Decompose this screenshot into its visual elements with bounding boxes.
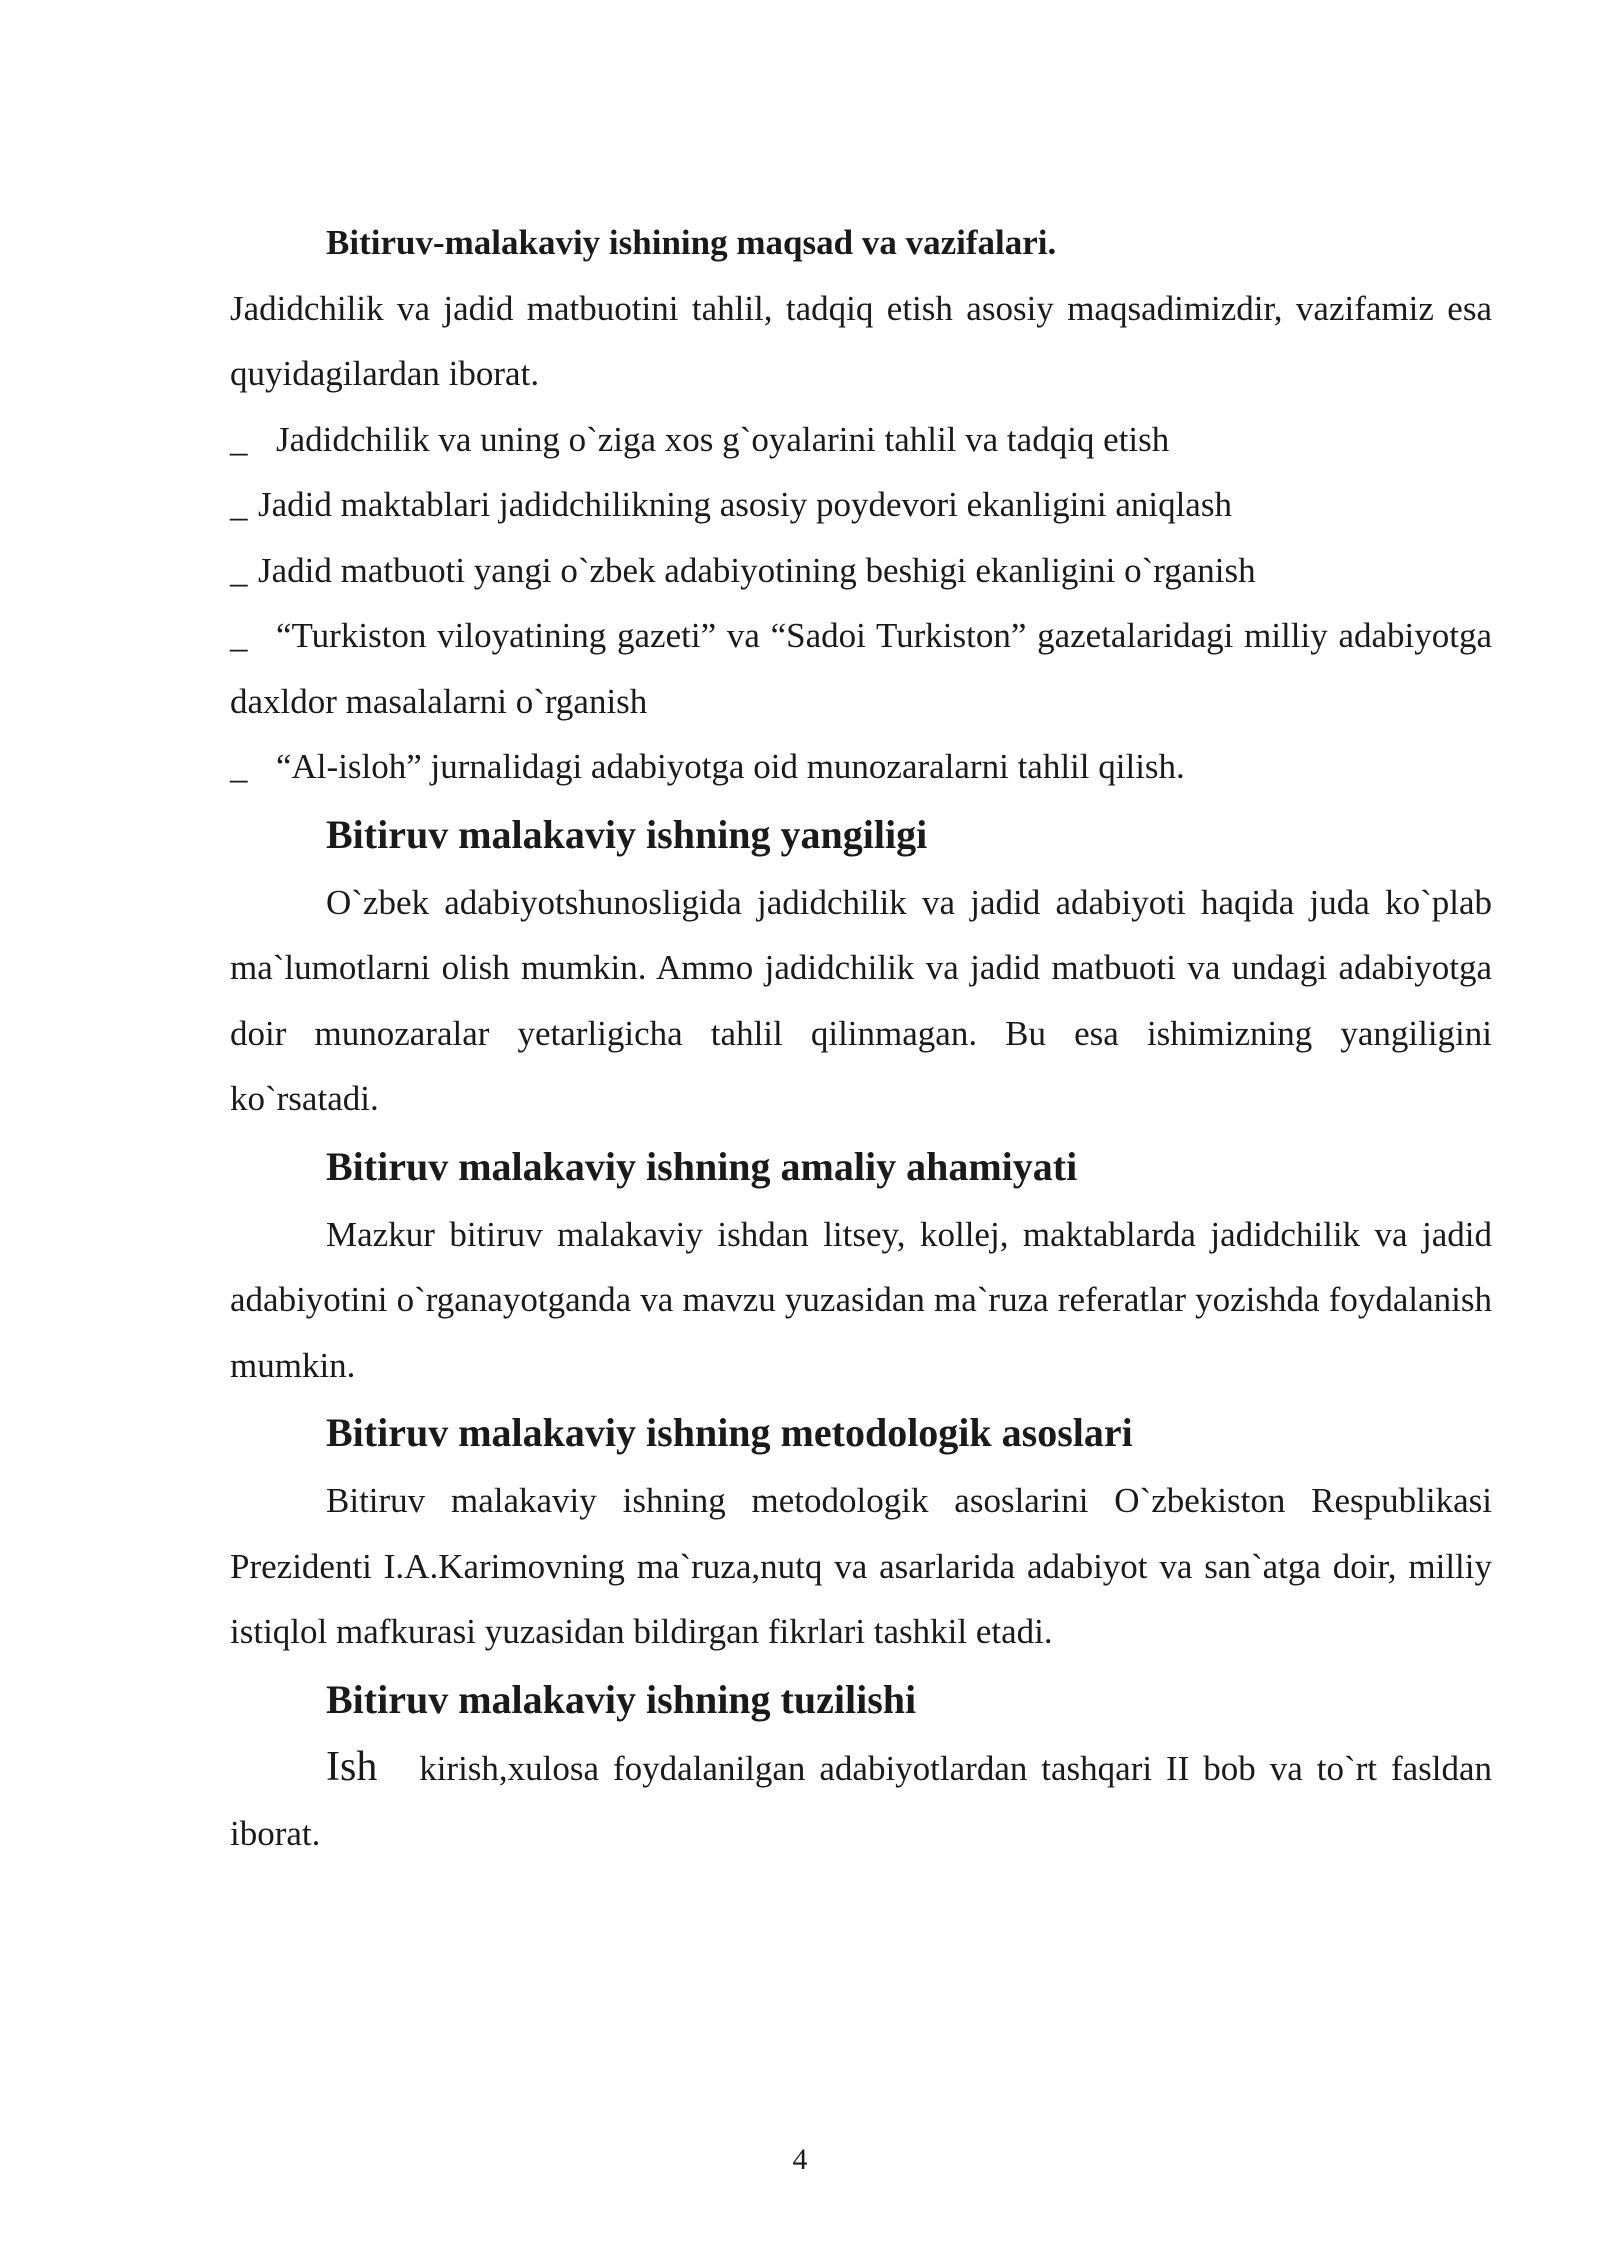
list-marker: _ xyxy=(230,747,248,786)
list-marker: _ xyxy=(230,485,248,524)
tuzilishi-first-word: Ish xyxy=(326,1743,378,1790)
list-item xyxy=(230,407,1492,473)
list-item xyxy=(230,472,1492,538)
list-item xyxy=(230,734,1492,800)
amaliy-ahamiyati-paragraph: Mazkur bitiruv malakaviy ishdan litsey, kollej, maktablarda jadidchilik va jadid adabiyotini o`rganayotganda va mavzu yuzasidan ma`ruza referatlar yozishda foydalanish mumkin. xyxy=(230,1214,1492,1385)
list-item-text: Jadid maktablari jadidchilikning asosiy poydevori ekanligini aniqlash xyxy=(258,485,1232,524)
yangiligi-paragraph: O`zbek adabiyotshunosligida jadidchilik va jadid adabiyoti haqida juda ko`plab ma`lumotlarni olish mumkin. Ammo jadidchilik va jadid matbuoti va undagi adabiyotga doir munozaralar yetarligicha tahlil qilinmagan. Bu esa ishimizning yangiligini ko`rsatadi. xyxy=(230,882,1492,1118)
list-marker: _ xyxy=(230,550,248,590)
heading-yangiligi: Bitiruv malakaviy ishning yangiligi xyxy=(326,811,928,857)
list-marker: _ xyxy=(230,616,248,655)
list-item-text: “Al-isloh” jurnalidagi adabiyotga oid munozaralarni tahlil qilish. xyxy=(276,747,1185,786)
list-item-text: Jadidchilik va uning o`ziga xos g`oyalarini tahlil va tadqiq etish xyxy=(276,419,1170,459)
heading-amaliy-ahamiyati: Bitiruv malakaviy ishning amaliy ahamiyati xyxy=(326,1143,1078,1189)
intro-paragraph: Jadidchilik va jadid matbuotini tahlil, tadqiq etish asosiy maqsadimizdir, vazifamiz esa quyidagilardan iborat. xyxy=(230,288,1492,393)
list-marker: _ xyxy=(230,419,248,459)
tuzilishi-paragraph xyxy=(230,1735,1492,1867)
list-item xyxy=(230,603,1492,734)
tuzilishi-text: kirish,xulosa foydalanilgan adabiyotlardan tashqari II bob va to`rt fasldan iborat. xyxy=(230,1748,1493,1853)
list-item-text: “Turkiston viloyatining gazeti” va “Sadoi Turkiston” gazetalaridagi milliy adabiyotga daxldor masalalarni o`rganish xyxy=(230,616,1492,721)
page-content xyxy=(230,210,1492,1867)
heading-metodologik-asoslari: Bitiruv malakaviy ishning metodologik asoslari xyxy=(326,1410,1133,1455)
metodologik-asoslari-paragraph: Bitiruv malakaviy ishning metodologik asoslarini O`zbekiston Respublikasi Prezidenti I.A.Karimovning ma`ruza,nutq va asarlarida adabiyot va san`atga doir, milliy istiqlol mafkurasi yuzasidan bildirgan fikrlari tashkil etadi. xyxy=(230,1481,1492,1651)
heading-maqsad-vazifalari: Bitiruv-malakaviy ishining maqsad va vazifalari. xyxy=(326,223,1057,262)
heading-tuzilishi: Bitiruv malakaviy ishning tuzilishi xyxy=(326,1676,917,1722)
page-number: 4 xyxy=(792,2143,808,2176)
list-item xyxy=(230,538,1492,604)
list-item-text: Jadid matbuoti yangi o`zbek adabiyotining beshigi ekanligini o`rganish xyxy=(258,550,1256,590)
